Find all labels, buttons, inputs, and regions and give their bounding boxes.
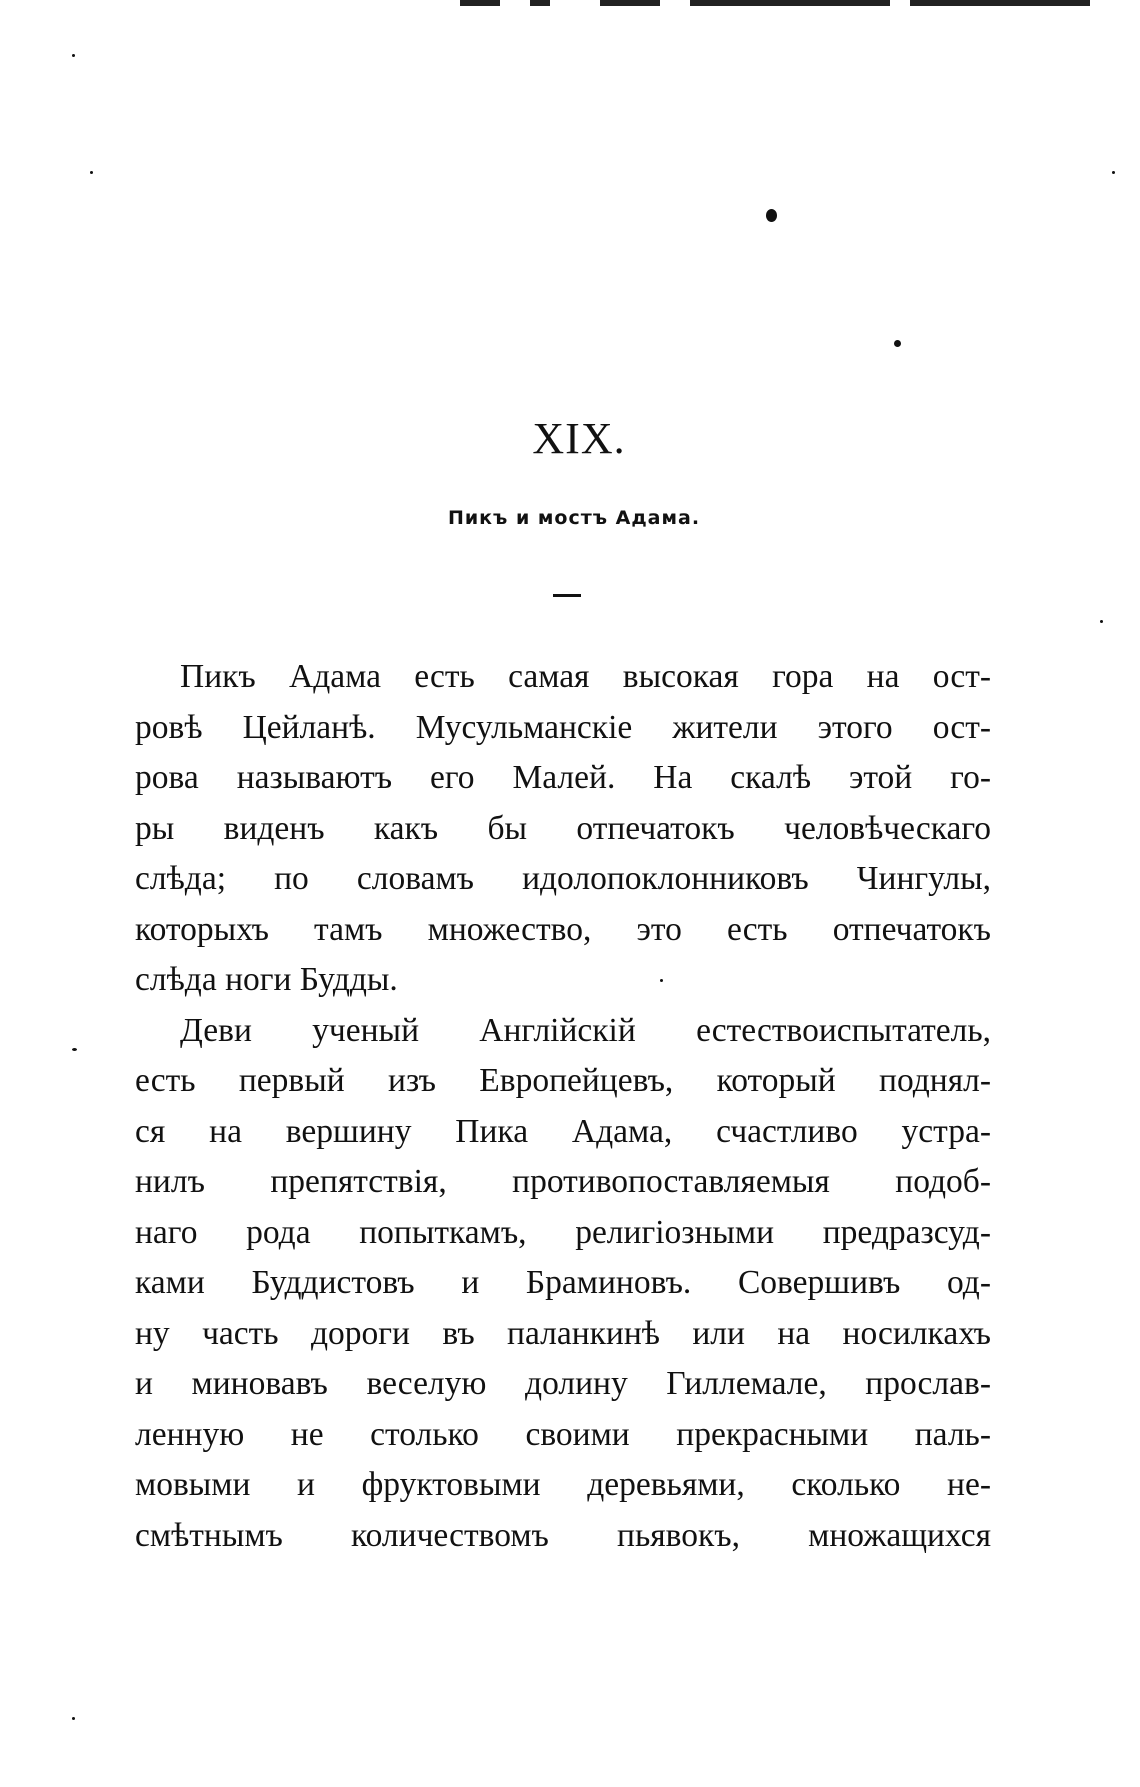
ink-speck (72, 54, 75, 57)
chapter-number-text: XIX. (532, 414, 626, 463)
text-line: ровѣ Цейланѣ. Мусульманскіе жители этого ост- (135, 708, 991, 746)
text-line: которыхъ тамъ множество, это есть отпечатокъ (135, 910, 991, 948)
text-line: ры виденъ какъ бы отпечатокъ человѣческаго (135, 809, 991, 847)
text-line: Деви ученый Англійскій естествоиспытатель, (180, 1011, 991, 1049)
chapter-subtitle (0, 507, 1140, 529)
text-line: есть первый изъ Европейцевъ, который поднял- (135, 1062, 991, 1099)
paragraph (135, 652, 991, 1006)
text-line: наго рода попыткамъ, религіозными предразсуд- (135, 1213, 991, 1251)
text-line: нилъ препятствія, противопоставляемыя подоб- (135, 1163, 991, 1200)
text-line: ну часть дороги въ паланкинѣ или на носилкахъ (135, 1314, 991, 1352)
text-line: ками Буддистовъ и Браминовъ. Совершивъ од- (135, 1264, 991, 1301)
ink-speck (766, 209, 777, 222)
text-line: и миновавъ веселую долину Гиллемале, прослав- (135, 1365, 991, 1402)
chapter-number (0, 413, 1140, 464)
text-line: смѣтнымъ количествомъ пьявокъ, множащихся (135, 1516, 991, 1554)
text-line: мовыми и фруктовыми деревьями, сколько не- (135, 1466, 991, 1503)
top-border-segment (460, 0, 500, 6)
text-line: ленную не столько своими прекрасными паль- (135, 1415, 991, 1453)
text-line: рова называютъ его Малей. На скалѣ этой го- (135, 759, 991, 796)
text-line: ся на вершину Пика Адама, счастливо устра- (135, 1112, 991, 1150)
chapter-subtitle-text: Пикъ и мостъ Адама. (447, 507, 701, 529)
body-text (135, 652, 991, 1561)
top-border-segment (530, 0, 550, 6)
ink-speck (72, 1048, 77, 1051)
top-border-segment (690, 0, 890, 6)
ink-speck (1100, 620, 1103, 623)
top-border-segment (600, 0, 660, 6)
ink-speck (1112, 171, 1115, 174)
section-dash (553, 594, 581, 597)
text-line: Пикъ Адама есть самая высокая гора на ост- (180, 658, 991, 695)
text-line: слѣда ноги Будды. (135, 961, 398, 998)
ink-speck (72, 1717, 75, 1720)
ink-speck (894, 340, 901, 347)
paragraph (135, 1006, 991, 1562)
text-line: слѣда; по словамъ идолопоклонниковъ Чингулы, (135, 860, 991, 897)
top-scan-border (430, 0, 1130, 10)
ink-speck (90, 171, 93, 174)
top-border-segment (910, 0, 1090, 6)
